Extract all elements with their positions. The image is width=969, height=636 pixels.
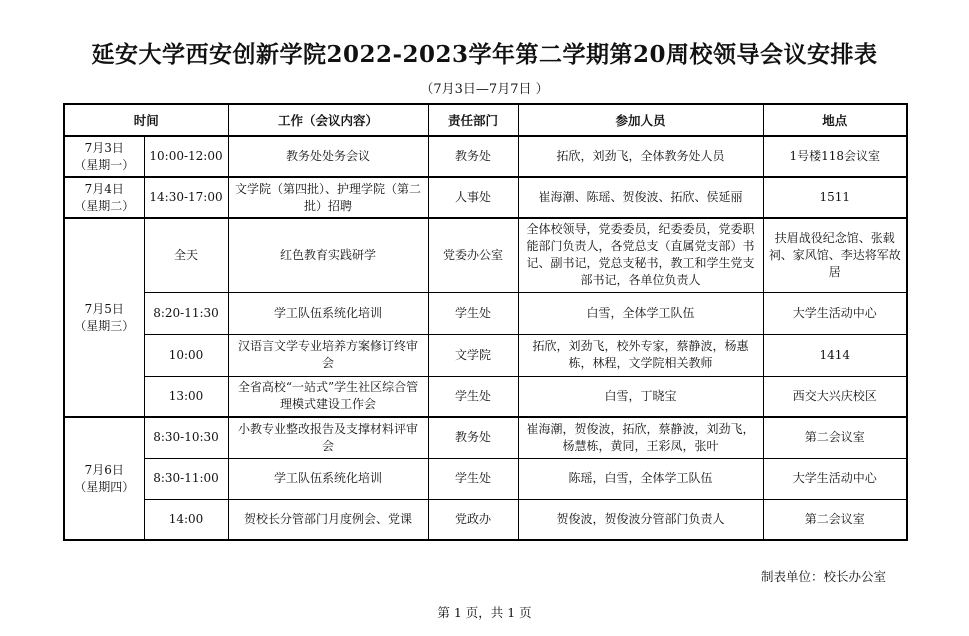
issuing-unit: 制表单位：校长办公室: [761, 569, 887, 584]
place-cell: 大学生活动中心: [763, 458, 907, 499]
work-cell: 汉语言文学专业培养方案修订终审会: [228, 334, 428, 376]
day-cell-tuesday: 7月4日 （星期二）: [64, 177, 144, 218]
header-dept: 责任部门: [428, 104, 518, 136]
place-cell: 第二会议室: [763, 417, 907, 458]
table-header-row: [64, 104, 907, 136]
table-row: [64, 136, 907, 177]
place-cell: 第二会议室: [763, 499, 907, 540]
date-range: （7月3日—7月7日 ）: [420, 82, 549, 97]
dept-cell: 党委办公室: [428, 218, 518, 292]
table-row: [64, 417, 907, 458]
people-cell: 崔海潮，贺俊波，拓欣，蔡静波，刘劲飞，杨慧栋，黄同，王彩凤，张叶: [518, 417, 763, 458]
day-cell-monday: 7月3日 （星期一）: [64, 136, 144, 177]
work-cell: 学工队伍系统化培训: [228, 292, 428, 334]
place-cell: 扶眉战役纪念馆、张载祠、家风馆、李达将军故居: [763, 218, 907, 292]
page-number: 第 1 页，共 1 页: [437, 605, 532, 620]
work-cell: 贺校长分管部门月度例会、党课: [228, 499, 428, 540]
dept-cell: 人事处: [428, 177, 518, 218]
work-cell: 全省高校“一站式”学生社区综合管理模式建设工作会: [228, 376, 428, 417]
time-cell: 14:30-17:00: [144, 177, 228, 218]
people-cell: 贺俊波，贺俊波分管部门负责人: [518, 499, 763, 540]
work-cell: 红色教育实践研学: [228, 218, 428, 292]
header-work: 工作（会议内容）: [228, 104, 428, 136]
time-cell: 8:20-11:30: [144, 292, 228, 334]
place-cell: 1414: [763, 334, 907, 376]
dept-cell: 教务处: [428, 417, 518, 458]
work-cell: 教务处处务会议: [228, 136, 428, 177]
time-cell: 8:30-11:00: [144, 458, 228, 499]
dept-cell: 党政办: [428, 499, 518, 540]
work-cell: 学工队伍系统化培训: [228, 458, 428, 499]
time-cell: 13:00: [144, 376, 228, 417]
place-cell: 西交大兴庆校区: [763, 376, 907, 417]
time-cell: 全天: [144, 218, 228, 292]
header-people: 参加人员: [518, 104, 763, 136]
day-cell-wednesday: 7月5日 （星期三）: [64, 218, 144, 417]
table-row: [64, 177, 907, 218]
schedule-table: [63, 103, 908, 541]
time-cell: 10:00-12:00: [144, 136, 228, 177]
table-row: [64, 218, 907, 292]
place-cell: 1511: [763, 177, 907, 218]
place-cell: 大学生活动中心: [763, 292, 907, 334]
dept-cell: 教务处: [428, 136, 518, 177]
table-row: [64, 458, 907, 499]
dept-cell: 学生处: [428, 376, 518, 417]
people-cell: 白雪，全体学工队伍: [518, 292, 763, 334]
time-cell: 14:00: [144, 499, 228, 540]
place-cell: 1号楼118会议室: [763, 136, 907, 177]
work-cell: 文学院（第四批）、护理学院（第二批）招聘: [228, 177, 428, 218]
page-title: 延安大学西安创新学院2022-2023学年第二学期第20周校领导会议安排表: [91, 41, 878, 68]
people-cell: 全体校领导，党委委员，纪委委员，党委职能部门负责人，各党总支（直属党支部）书记、副书记，党总支秘书，教工和学生党支部书记，各单位负责人: [518, 218, 763, 292]
dept-cell: 文学院: [428, 334, 518, 376]
table-row: [64, 334, 907, 376]
work-cell: 小教专业整改报告及支撑材料评审会: [228, 417, 428, 458]
header-time: 时间: [64, 104, 228, 136]
header-place: 地点: [763, 104, 907, 136]
people-cell: 白雪，丁晓宝: [518, 376, 763, 417]
table-row: [64, 376, 907, 417]
table-row: [64, 499, 907, 540]
time-cell: 10:00: [144, 334, 228, 376]
people-cell: 崔海潮、陈瑶、贺俊波、拓欣、侯延丽: [518, 177, 763, 218]
dept-cell: 学生处: [428, 292, 518, 334]
people-cell: 拓欣，刘劲飞，校外专家，蔡静波，杨惠栋，林程，文学院相关教师: [518, 334, 763, 376]
day-cell-thursday: 7月6日 （星期四）: [64, 417, 144, 540]
people-cell: 拓欣，刘劲飞，全体教务处人员: [518, 136, 763, 177]
time-cell: 8:30-10:30: [144, 417, 228, 458]
dept-cell: 学生处: [428, 458, 518, 499]
table-row: [64, 292, 907, 334]
people-cell: 陈瑶，白雪，全体学工队伍: [518, 458, 763, 499]
